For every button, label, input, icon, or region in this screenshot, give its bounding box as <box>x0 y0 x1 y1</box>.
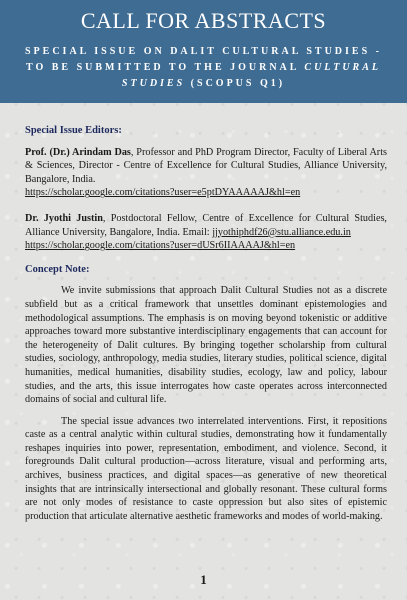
editor-2-scholar-link[interactable]: https://scholar.google.com/citations?user=dUSr6IIAAAAJ&hl=en <box>25 240 296 252</box>
editor-1-entry <box>25 146 387 200</box>
editor-1-description: , Professor and PhD Program Director, Faculty of Liberal Arts & Sciences, Director - Centre of Excellence for Cultural Studies, Alliance University, Bangalore, India. <box>25 146 387 185</box>
editor-2-entry <box>25 212 387 253</box>
subtitle-main: SPECIAL ISSUE ON DALIT CULTURAL STUDIES - TO BE SUBMITTED TO THE JOURNAL <box>25 46 382 73</box>
editor-2-description: , Postdoctoral Fellow, Centre of Excellence for Cultural Studies, Alliance University, Bangalore, India. Email: <box>25 212 387 238</box>
journal-name: CULTURAL STUDIES <box>121 62 382 89</box>
page-title: CALL FOR ABSTRACTS <box>80 8 327 33</box>
concept-note-heading: Concept Note: <box>25 263 90 275</box>
journal-index: (SCOPUS Q1) <box>185 78 286 89</box>
concept-paragraph-1: We invite submissions that approach Dalit Cultural Studies not as a discrete subfield but as a critical framework that unsettles dominant epistemologies and methodological assumptions. The emphasis is on moving beyond tokenistic or additive approaches toward more substantive interdisciplinary engagements that can account for the heterogeneity of Dalit cultures. By bringing together scholarship from cultural studies, sociology, anthropology, media studies, literary studies, political science, digital humanities, medical humanities, disability studies, ecology, law and policy, labour studies, and the arts, this issue interrogates how caste operates across interconnected domains of social and cultural life. <box>25 285 387 406</box>
editor-2-name: Dr. Jyothi Justin <box>25 212 103 224</box>
editor-2-email-link[interactable]: jjyothiphdf26@stu.alliance.edu.in <box>212 226 351 238</box>
concept-paragraph-2: The special issue advances two interrelated interventions. First, it repositions caste as a central analytic within cultural studies, demonstrating how it fundamentally reshapes inquiries into power, representation, embodiment, and violence. Second, it foregrounds Dalit cultural production—across literature, visual and performing arts, archives, business practices, and digital spaces—as generative of new theoretical insights that are intrinsically intersectional and globally resonant. These cultural forms are not only modes of resistance to caste oppression but also sites of epistemic production that articulate alternative aesthetic frameworks and modes of world-making. <box>25 415 387 522</box>
editors-heading: Special Issue Editors: <box>25 125 122 136</box>
header-banner <box>0 0 407 103</box>
document-body <box>25 124 387 531</box>
page-number: 1 <box>200 572 207 587</box>
editor-1-scholar-link[interactable]: https://scholar.google.com/citations?user=e5ptDYAAAAAJ&hl=en <box>25 187 301 199</box>
page-subtitle <box>14 44 393 92</box>
editor-1-name: Prof. (Dr.) Arindam Das <box>25 146 131 158</box>
